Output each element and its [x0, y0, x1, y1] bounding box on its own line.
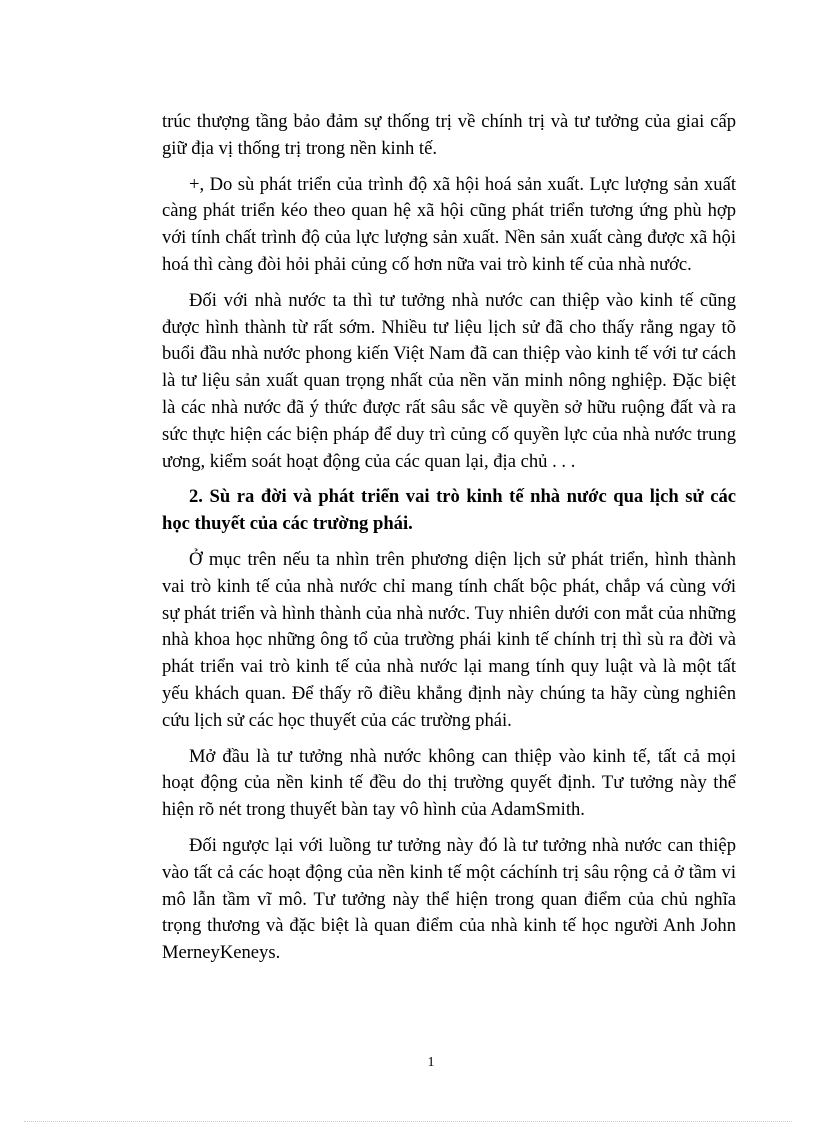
paragraph-vietnam-history: Đối với nhà nước ta thì tư tưởng nhà nước can thiệp vào kinh tế cũng được hình thành từ rất sớm. Nhiều tư liệu lịch sử đã cho thấy rằng ngay tõ buổi đầu nhà nước phong kiến Việt Nam đã can thiệp vào kinh tế với tư cách là tư liệu sản xuất quan trọng nhất của nền văn minh nông nghiệp. Đặc biệt là các nhà nước đã ý thức được rất sâu sắc về quyền sở hữu ruộng đất và ra sức thực hiện các biện pháp để duy trì củng cố quyền lực của nhà nước trung ương, kiểm soát hoạt động của các quan lại, địa chủ . . . — [162, 289, 736, 472]
document-body — [162, 109, 736, 976]
paragraph-schools-intro: Ở mục trên nếu ta nhìn trên phương diện lịch sử phát triển, hình thành vai trò kinh tế của nhà nước chỉ mang tính chất bộc phát, chắp vá cùng với sự phát triển và hình thành của nhà nước. Tuy nhiên dưới con mắt của những nhà khoa học những ông tổ của trường phái kinh tế chính trị thì sù ra đời và phát triển vai trò kinh tế của nhà nước lại mang tính quy luật và là một tất yếu khách quan. Để thấy rõ điều khẳng định này chúng ta hãy cùng nghiên cứu lịch sử các học thuyết của các trường phái. — [162, 548, 736, 731]
paragraph-socialization: +, Do sù phát triển của trình độ xã hội hoá sản xuất. Lực lượng sản xuất càng phát triển kéo theo quan hệ xã hội cũng phát triển tương ứng phù hợp với tính chất trình độ của lực lượng sản xuất. Nền sản xuất càng được xã hội hoá thì càng đòi hỏi phải củng cố hơn nữa vai trò kinh tế của nhà nước. — [162, 173, 736, 275]
section-heading: 2. Sù ra đời và phát triển vai trò kinh tế nhà nước qua lịch sử các học thuyết của các trường phái. — [162, 486, 736, 535]
paragraph-adam-smith: Mở đầu là tư tưởng nhà nước không can thiệp vào kinh tế, tất cả mọi hoạt động của nền kinh tế đều do thị trường quyết định. Tư tưởng này thể hiện rõ nét trong thuyết bàn tay vô hình của AdamSmith. — [162, 745, 736, 821]
footer-divider — [24, 1121, 792, 1122]
page-number: 1 — [427, 1055, 435, 1070]
paragraph-continuation: trúc thượng tầng bảo đảm sự thống trị về chính trị và tư tưởng của giai cấp giữ địa vị thống trị trong nền kinh tế. — [162, 111, 736, 159]
paragraph-keynes: Đối ngược lại với luồng tư tưởng này đó là tư tưởng nhà nước can thiệp vào tất cả các hoạt động của nền kinh tế một cáchính trị sâu rộng cả ở tầm vi mô lẫn tầm vĩ mô. Tư tưởng này thể hiện trong quan điểm của chủ nghĩa trọng thương và đặc biệt là quan điểm của nhà kinh tế học người Anh John MerneyKeneys. — [162, 834, 736, 964]
